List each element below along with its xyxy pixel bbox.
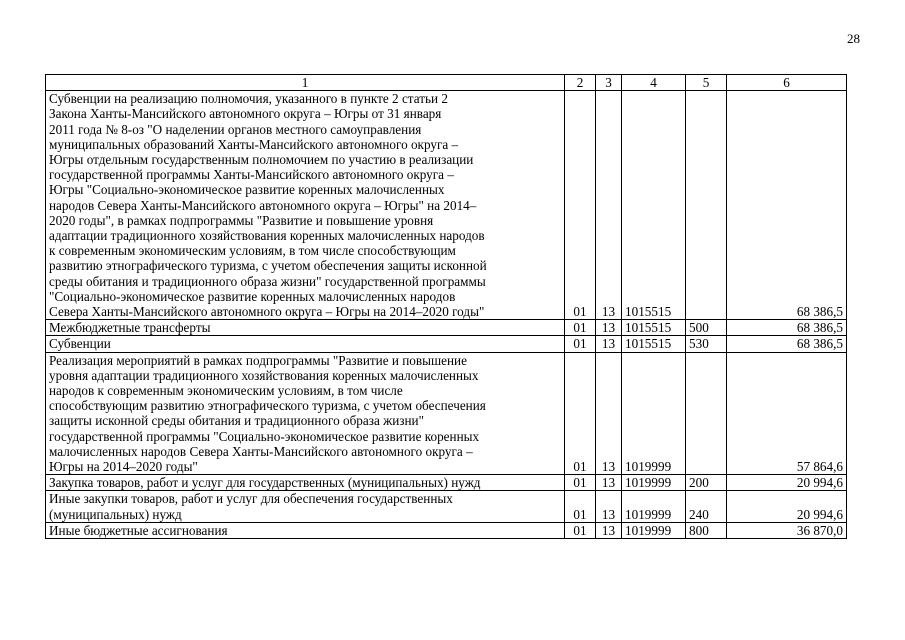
expense-type-code: 800 <box>686 522 727 538</box>
amount-value: 20 994,6 <box>727 475 847 491</box>
target-article-code: 1015515 <box>622 91 686 320</box>
description-line: малочисленных народов Севера Ханты-Мансийского автономного округа – <box>49 443 473 459</box>
description-line: Иные бюджетные ассигнования <box>49 522 228 538</box>
description-line: муниципальных образований Ханты-Мансийского автономного округа – <box>49 136 459 152</box>
amount-value: 20 994,6 <box>727 491 847 522</box>
description-line: "Социально-экономическое развитие коренных малочисленных народов <box>49 288 456 304</box>
table-row <box>46 491 847 522</box>
target-article-code: 1019999 <box>622 352 686 475</box>
amount-value: 68 386,5 <box>727 320 847 336</box>
description-line: Югры на 2014–2020 годы" <box>49 459 198 475</box>
target-article-code: 1019999 <box>622 491 686 522</box>
description-line: Закупка товаров, работ и услуг для государственных (муниципальных) нужд <box>49 475 481 491</box>
subsection-code: 13 <box>596 475 622 491</box>
description-line: 2011 года № 8-оз "О наделении органов местного самоуправления <box>49 121 422 137</box>
table-row <box>46 352 847 475</box>
amount-value: 68 386,5 <box>727 336 847 352</box>
expense-type-code: 200 <box>686 475 727 491</box>
row-description <box>46 475 565 491</box>
section-code: 01 <box>565 320 596 336</box>
description-line: (муниципальных) нужд <box>49 506 182 522</box>
subsection-code: 13 <box>596 91 622 320</box>
row-description <box>46 352 565 475</box>
description-line: среды обитания и традиционного образа жизни" государственной программы <box>49 273 486 289</box>
section-code: 01 <box>565 91 596 320</box>
subsection-code: 13 <box>596 336 622 352</box>
header-cell: 4 <box>622 75 686 91</box>
description-line: народов Севера Ханты-Мансийского автономного округа – Югры" на 2014– <box>49 197 477 213</box>
amount-value: 57 864,6 <box>727 352 847 475</box>
header-cell: 2 <box>565 75 596 91</box>
row-description <box>46 320 565 336</box>
table-row <box>46 522 847 538</box>
description-line: Иные закупки товаров, работ и услуг для обеспечения государственных <box>49 491 453 507</box>
description-line: Субвенции <box>49 336 111 352</box>
header-cell: 1 <box>46 75 565 91</box>
table-row <box>46 336 847 352</box>
page-number: 28 <box>847 31 860 46</box>
description-line: государственной программы "Социально-экономическое развитие коренных <box>49 428 480 444</box>
description-line: адаптации традиционного хозяйствования коренных малочисленных народов <box>49 228 485 244</box>
header-cell: 3 <box>596 75 622 91</box>
description-line: защиты исконной среды обитания и традиционного образа жизни" <box>49 413 424 429</box>
target-article-code: 1019999 <box>622 475 686 491</box>
subsection-code: 13 <box>596 352 622 475</box>
section-code: 01 <box>565 491 596 522</box>
subsection-code: 13 <box>596 320 622 336</box>
description-line: развитию этнографического туризма, с учетом обеспечения защиты исконной <box>49 258 487 274</box>
table-row <box>46 320 847 336</box>
amount-value: 36 870,0 <box>727 522 847 538</box>
expense-type-code: 500 <box>686 320 727 336</box>
expense-type-code: 530 <box>686 336 727 352</box>
row-description <box>46 91 565 320</box>
description-line: способствующим развитию этнографического туризма, с учетом обеспечения <box>49 398 486 414</box>
section-code: 01 <box>565 475 596 491</box>
description-line: Севера Ханты-Мансийского автономного округа – Югры на 2014–2020 годы" <box>49 304 485 320</box>
description-line: народов к современным экономическим условиям, в том числе <box>49 383 403 399</box>
amount-value: 68 386,5 <box>727 91 847 320</box>
subsection-code: 13 <box>596 522 622 538</box>
description-line: Субвенции на реализацию полномочия, указанного в пункте 2 статьи 2 <box>49 91 448 107</box>
table-header-row <box>46 75 847 91</box>
target-article-code: 1015515 <box>622 320 686 336</box>
description-line: Югры отдельным государственным полномочием по участию в реализации <box>49 152 474 168</box>
expense-type-code <box>686 91 727 320</box>
description-line: государственной программы Ханты-Мансийского автономного округа – <box>49 167 454 183</box>
section-code: 01 <box>565 522 596 538</box>
section-code: 01 <box>565 336 596 352</box>
target-article-code: 1019999 <box>622 522 686 538</box>
header-cell: 5 <box>686 75 727 91</box>
budget-table <box>45 74 847 539</box>
table-row <box>46 91 847 320</box>
expense-type-code <box>686 352 727 475</box>
row-description <box>46 336 565 352</box>
header-cell: 6 <box>727 75 847 91</box>
subsection-code: 13 <box>596 491 622 522</box>
description-line: Югры "Социально-экономическое развитие коренных малочисленных <box>49 182 445 198</box>
section-code: 01 <box>565 352 596 475</box>
row-description <box>46 522 565 538</box>
expense-type-code: 240 <box>686 491 727 522</box>
table-row <box>46 475 847 491</box>
description-line: к современным экономическим условиям, в том числе способствующим <box>49 243 456 259</box>
description-line: Реализация мероприятий в рамках подпрограммы "Развитие и повышение <box>49 352 467 368</box>
description-line: Межбюджетные трансферты <box>49 320 211 336</box>
target-article-code: 1015515 <box>622 336 686 352</box>
description-line: уровня адаптации традиционного хозяйствования коренных малочисленных <box>49 367 479 383</box>
description-line: 2020 годы", в рамках подпрограммы "Развитие и повышение уровня <box>49 212 434 228</box>
description-line: Закона Ханты-Мансийского автономного округа – Югры от 31 января <box>49 106 442 122</box>
row-description <box>46 491 565 522</box>
